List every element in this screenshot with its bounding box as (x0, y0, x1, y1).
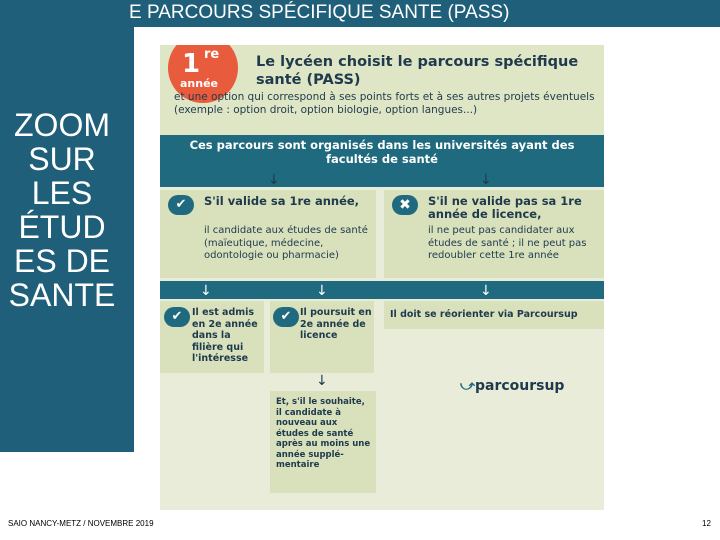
infographic-heading: Le lycéen choisit le parcours spécifique santé (PASS) (256, 54, 579, 88)
footer-text: SAIO NANCY-METZ / NOVEMBRE 2019 (8, 519, 154, 528)
infographic-intro: et une option qui correspond à ses points forts et à ses autres projets éventuels (exemple : option droit, option biologie, option langues...) (174, 91, 595, 116)
arrow-down-icon: ↓ (480, 283, 492, 299)
check-icon: ✔ (168, 195, 194, 215)
universities-band-text: Ces parcours sont organisés dans les universités ayant des facultés de santé (189, 138, 575, 166)
arrow-down-icon: ↓ (268, 172, 280, 188)
check-icon: ✔ (273, 307, 299, 327)
pass-infographic (160, 45, 604, 510)
page-number: 12 (702, 519, 711, 528)
badge-superscript: re (204, 47, 220, 62)
arrow-down-icon: ↓ (316, 373, 328, 389)
not-validate-text: il ne peut pas candidater aux études de santé ; il ne peut pas redoubler cette 1re année (428, 225, 587, 261)
sidebar-text: ZOOM SUR LES ÉTUD ES DE SANTE (8, 107, 116, 313)
parcoursup-logo (460, 378, 564, 394)
badge-label: année (180, 77, 219, 90)
arrow-down-icon: ↓ (480, 172, 492, 188)
parcoursup-logo-icon: ⤻ (460, 378, 475, 394)
reorienter-text: Il doit se réorienter via Parcoursup (390, 309, 578, 320)
cross-icon: ✖ (392, 195, 418, 215)
arrows-band (160, 281, 604, 299)
validate-text: il candidate aux études de santé (maïeutique, médecine, odontologie ou pharmacie) (204, 225, 368, 261)
final-text: Et, s'il le souhaite, il candidate à nouveau aux études de santé après au moins une année supplé- mentaire (276, 397, 371, 470)
validate-title: S'il valide sa 1re année, (204, 194, 360, 208)
slide-title: E PARCOURS SPÉCIFIQUE SANTE (PASS) (129, 2, 510, 23)
arrow-down-icon: ↓ (316, 283, 328, 299)
poursuit-text: Il poursuit en 2e année de licence (300, 307, 372, 341)
badge-number: 1 (182, 49, 201, 79)
admis-text: Il est admis en 2e année dans la filière qui l'intéresse (192, 307, 258, 364)
check-icon: ✔ (164, 307, 190, 327)
parcoursup-logo-text: parcoursup (474, 378, 565, 394)
not-validate-title: S'il ne valide pas sa 1re année de licence, (428, 194, 582, 221)
arrow-down-icon: ↓ (200, 283, 212, 299)
